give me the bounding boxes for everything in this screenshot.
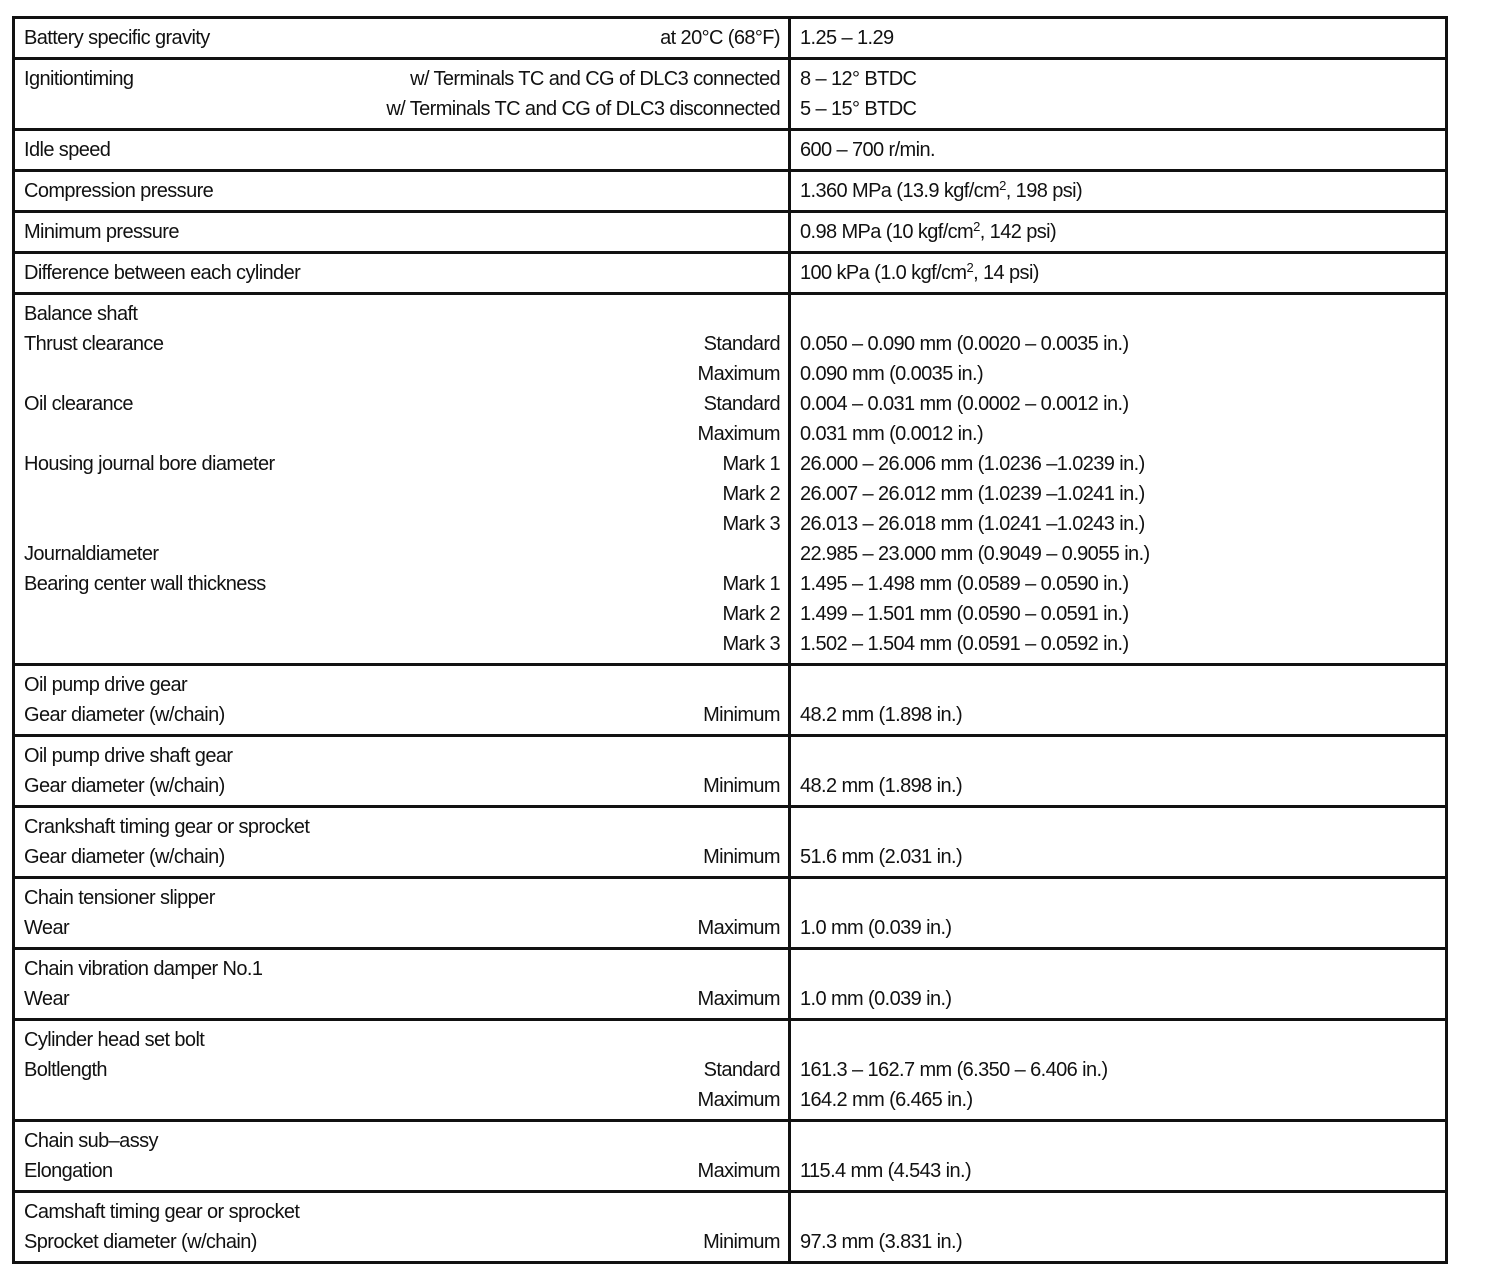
spec-value: 26.013 – 26.018 mm (1.0241 –1.0243 in.) <box>800 513 1145 535</box>
spec-item-line <box>24 771 780 801</box>
spec-value <box>800 954 1437 984</box>
spec-item-label: Difference between each cylinder <box>24 262 301 284</box>
spec-row <box>14 18 1447 59</box>
spec-item-line <box>24 135 780 165</box>
spec-item-line <box>24 954 780 984</box>
spec-value: 0.004 – 0.031 mm (0.0002 – 0.0012 in.) <box>800 393 1129 415</box>
spec-item-qualifier: Standard <box>703 393 780 415</box>
spec-item-qualifier: Minimum <box>703 775 780 797</box>
spec-item-line <box>24 329 780 359</box>
spec-value-superscript: 2 <box>973 219 980 234</box>
spec-item-qualifier: Maximum <box>697 917 780 939</box>
spec-value: 1.499 – 1.501 mm (0.0590 – 0.0591 in.) <box>800 603 1129 625</box>
spec-item-line <box>24 419 780 449</box>
spec-value <box>800 217 1437 247</box>
spec-value <box>800 883 1437 913</box>
spec-item-line <box>24 1126 780 1156</box>
spec-value: 0.050 – 0.090 mm (0.0020 – 0.0035 in.) <box>800 333 1129 355</box>
spec-item-line <box>24 1197 780 1227</box>
spec-value: 600 – 700 r/min. <box>800 139 935 161</box>
spec-item-cell <box>14 1192 790 1263</box>
spec-value: 0.090 mm (0.0035 in.) <box>800 363 984 385</box>
spec-item-label: Gear diameter (w/chain) <box>24 846 225 868</box>
spec-item-line <box>24 812 780 842</box>
spec-item-cell <box>14 171 790 212</box>
spec-item-qualifier: Mark 1 <box>722 573 780 595</box>
spec-item-qualifier: Maximum <box>697 423 780 445</box>
spec-item-line <box>24 629 780 659</box>
spec-item-label: Chain tensioner slipper <box>24 887 215 909</box>
spec-item-label: Sprocket diameter (w/chain) <box>24 1231 257 1253</box>
spec-row <box>14 665 1447 736</box>
spec-item-label: Wear <box>24 988 70 1010</box>
spec-value: 51.6 mm (2.031 in.) <box>800 846 963 868</box>
spec-item-cell <box>14 1121 790 1192</box>
spec-row <box>14 1121 1447 1192</box>
spec-table <box>12 16 1448 1264</box>
spec-row <box>14 59 1447 130</box>
spec-value-cell <box>790 171 1447 212</box>
spec-item-line <box>24 842 780 872</box>
spec-item-qualifier: Maximum <box>697 363 780 385</box>
spec-item-label: Battery specific gravity <box>24 27 210 49</box>
spec-item-cell <box>14 253 790 294</box>
spec-item-label: Bearing center wall thickness <box>24 573 266 595</box>
spec-item-qualifier: Minimum <box>703 704 780 726</box>
spec-item-line <box>24 539 780 569</box>
spec-value-text: 1.360 MPa (13.9 kgf/cm <box>800 180 1000 202</box>
spec-item-label: Boltlength <box>24 1059 107 1081</box>
spec-item-label: Gear diameter (w/chain) <box>24 775 225 797</box>
spec-item-qualifier: Maximum <box>697 1160 780 1182</box>
spec-value-cell <box>790 1020 1447 1121</box>
spec-value: 22.985 – 23.000 mm (0.9049 – 0.9055 in.) <box>800 543 1150 565</box>
spec-row <box>14 253 1447 294</box>
spec-item-line <box>24 1055 780 1085</box>
spec-item-qualifier: Maximum <box>697 1089 780 1111</box>
spec-row <box>14 130 1447 171</box>
spec-item-label: Idle speed <box>24 139 111 161</box>
spec-item-cell <box>14 665 790 736</box>
spec-value: 0.031 mm (0.0012 in.) <box>800 423 984 445</box>
spec-row <box>14 949 1447 1020</box>
spec-value: 115.4 mm (4.543 in.) <box>800 1160 972 1182</box>
spec-value <box>800 1126 1437 1156</box>
spec-item-label: Chain sub–assy <box>24 1130 158 1152</box>
spec-value-text: , 14 psi) <box>973 262 1039 284</box>
spec-value: 5 – 15° BTDC <box>800 98 917 120</box>
spec-item-line <box>24 1025 780 1055</box>
spec-item-line <box>24 1085 780 1115</box>
spec-item-label: Journaldiameter <box>24 543 159 565</box>
spec-item-label: Oil pump drive shaft gear <box>24 745 233 767</box>
spec-item-cell <box>14 212 790 253</box>
spec-row <box>14 736 1447 807</box>
spec-item-line <box>24 569 780 599</box>
spec-row <box>14 1020 1447 1121</box>
spec-item-line <box>24 217 780 247</box>
spec-item-line <box>24 299 780 329</box>
spec-value-cell <box>790 18 1447 59</box>
spec-item-label: Oil pump drive gear <box>24 674 188 696</box>
spec-item-qualifier: Mark 3 <box>722 633 780 655</box>
spec-row <box>14 212 1447 253</box>
spec-item-cell <box>14 878 790 949</box>
spec-item-qualifier: Mark 1 <box>722 453 780 475</box>
spec-value: 164.2 mm (6.465 in.) <box>800 1089 973 1111</box>
spec-value-cell <box>790 1192 1447 1263</box>
spec-item-cell <box>14 807 790 878</box>
spec-item-cell <box>14 949 790 1020</box>
spec-item-label: Crankshaft timing gear or sprocket <box>24 816 310 838</box>
spec-value-text: 100 kPa (1.0 kgf/cm <box>800 262 967 284</box>
spec-item-cell <box>14 1020 790 1121</box>
spec-item-qualifier: Mark 3 <box>722 513 780 535</box>
spec-value: 48.2 mm (1.898 in.) <box>800 775 963 797</box>
spec-value <box>800 1025 1437 1055</box>
spec-item-qualifier: Standard <box>703 1059 780 1081</box>
spec-item-qualifier: w/ Terminals TC and CG of DLC3 disconnected <box>386 98 780 120</box>
spec-item-label: Cylinder head set bolt <box>24 1029 205 1051</box>
spec-value-text: 0.98 MPa (10 kgf/cm <box>800 221 974 243</box>
spec-value <box>800 812 1437 842</box>
spec-item-line <box>24 913 780 943</box>
spec-value-text: , 198 psi) <box>1005 180 1083 202</box>
spec-item-qualifier: Maximum <box>697 988 780 1010</box>
spec-item-line <box>24 599 780 629</box>
spec-item-line <box>24 359 780 389</box>
spec-item-line <box>24 64 780 94</box>
spec-item-label: Chain vibration damper No.1 <box>24 958 263 980</box>
spec-value: 1.25 – 1.29 <box>800 27 894 49</box>
spec-item-label: Elongation <box>24 1160 113 1182</box>
spec-value: 97.3 mm (3.831 in.) <box>800 1231 963 1253</box>
spec-value-cell <box>790 59 1447 130</box>
spec-item-line <box>24 509 780 539</box>
spec-item-line <box>24 449 780 479</box>
spec-item-label: Minimum pressure <box>24 221 179 243</box>
spec-item-line <box>24 670 780 700</box>
spec-item-label: Housing journal bore diameter <box>24 453 275 475</box>
spec-item-line <box>24 883 780 913</box>
spec-value-cell <box>790 212 1447 253</box>
spec-item-line <box>24 1156 780 1186</box>
spec-item-cell <box>14 59 790 130</box>
spec-item-label: Wear <box>24 917 70 939</box>
spec-item-label: Thrust clearance <box>24 333 164 355</box>
spec-value <box>800 258 1437 288</box>
spec-item-line <box>24 479 780 509</box>
spec-item-label: Camshaft timing gear or sprocket <box>24 1201 300 1223</box>
spec-row <box>14 294 1447 665</box>
spec-item-label: Ignitiontiming <box>24 68 134 90</box>
spec-value-cell <box>790 253 1447 294</box>
spec-value: 1.0 mm (0.039 in.) <box>800 917 952 939</box>
spec-value-superscript: 2 <box>966 260 974 275</box>
spec-item-line <box>24 94 780 124</box>
spec-table-body <box>14 18 1447 1263</box>
spec-item-line <box>24 984 780 1014</box>
spec-value-superscript: 2 <box>999 178 1006 193</box>
spec-item-qualifier: at 20°C (68°F) <box>660 27 780 49</box>
spec-value-cell <box>790 949 1447 1020</box>
spec-value-text: , 142 psi) <box>979 221 1057 243</box>
spec-item-qualifier: Standard <box>703 333 780 355</box>
spec-value-cell <box>790 1121 1447 1192</box>
spec-value: 1.0 mm (0.039 in.) <box>800 988 952 1010</box>
spec-item-qualifier: Minimum <box>703 1231 780 1253</box>
spec-value: 26.000 – 26.006 mm (1.0236 –1.0239 in.) <box>800 453 1145 475</box>
spec-value-cell <box>790 807 1447 878</box>
spec-value <box>800 1197 1437 1227</box>
spec-item-cell <box>14 130 790 171</box>
spec-item-line <box>24 23 780 53</box>
spec-item-line <box>24 700 780 730</box>
spec-item-line <box>24 741 780 771</box>
spec-value-cell <box>790 294 1447 665</box>
spec-item-cell <box>14 18 790 59</box>
spec-item-line <box>24 389 780 419</box>
spec-row <box>14 878 1447 949</box>
spec-item-qualifier: Mark 2 <box>722 603 780 625</box>
spec-value-cell <box>790 130 1447 171</box>
spec-item-qualifier: Mark 2 <box>722 483 780 505</box>
spec-value: 1.495 – 1.498 mm (0.0589 – 0.0590 in.) <box>800 573 1129 595</box>
spec-item-label: Balance shaft <box>24 303 138 325</box>
spec-value: 1.502 – 1.504 mm (0.0591 – 0.0592 in.) <box>800 633 1129 655</box>
spec-item-label: Compression pressure <box>24 180 214 202</box>
spec-item-qualifier: w/ Terminals TC and CG of DLC3 connected <box>410 68 780 90</box>
spec-item-line <box>24 1227 780 1257</box>
spec-value <box>800 299 1437 329</box>
spec-item-cell <box>14 294 790 665</box>
spec-value <box>800 670 1437 700</box>
spec-item-line <box>24 176 780 206</box>
spec-row <box>14 171 1447 212</box>
spec-value <box>800 741 1437 771</box>
spec-value-cell <box>790 736 1447 807</box>
spec-value-cell <box>790 878 1447 949</box>
spec-value: 48.2 mm (1.898 in.) <box>800 704 963 726</box>
spec-item-label: Gear diameter (w/chain) <box>24 704 225 726</box>
spec-value-cell <box>790 665 1447 736</box>
spec-row <box>14 1192 1447 1263</box>
spec-item-line <box>24 258 780 288</box>
spec-row <box>14 807 1447 878</box>
spec-item-cell <box>14 736 790 807</box>
spec-item-label: Oil clearance <box>24 393 133 415</box>
spec-value <box>800 176 1437 206</box>
spec-value: 161.3 – 162.7 mm (6.350 – 6.406 in.) <box>800 1059 1108 1081</box>
spec-value: 8 – 12° BTDC <box>800 68 917 90</box>
spec-item-qualifier: Minimum <box>703 846 780 868</box>
spec-value: 26.007 – 26.012 mm (1.0239 –1.0241 in.) <box>800 483 1145 505</box>
